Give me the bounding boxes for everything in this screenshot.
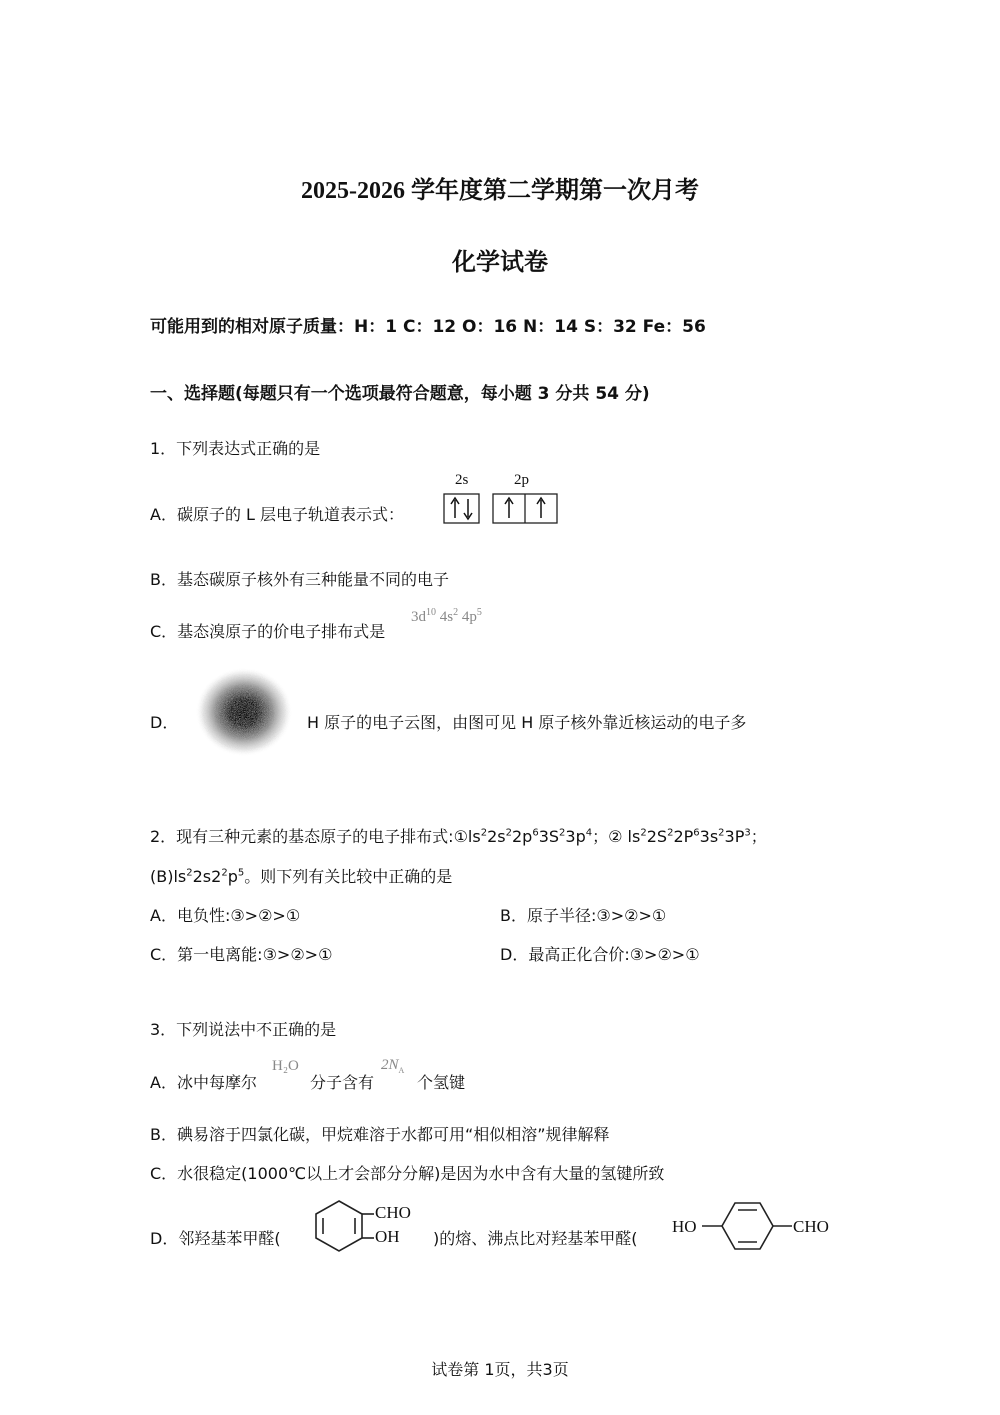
q3-option-a-part1: A．冰中每摩尔: [150, 1073, 257, 1092]
q1-stem: 1．下列表达式正确的是: [150, 439, 321, 458]
orbital-label-2p: 2p: [514, 472, 529, 488]
atomic-masses: 可能用到的相对原子质量：H：1 C：12 O：16 N：14 S：32 Fe：56: [150, 317, 706, 337]
q1-option-d-label: D．: [150, 713, 179, 732]
ho-group-label: HO: [672, 1217, 697, 1236]
q1-option-c: C．基态溴原子的价电子排布式是: [150, 622, 386, 641]
exam-title: 2025-2026 学年度第二学期第一次月考: [301, 178, 699, 204]
oh-group-label: OH: [375, 1227, 400, 1246]
avogadro-number: $2N_A$: [381, 1057, 405, 1075]
bromine-config: $3d^{10}$ $4s^2$ $4p^5$: [411, 607, 482, 625]
q3-option-d-part1: D．邻羟基苯甲醛(: [150, 1229, 281, 1248]
orbital-label-2s: 2s: [455, 472, 469, 488]
q3-option-a-part3: 个氢键: [417, 1073, 466, 1092]
orbital-diagram: [443, 493, 559, 525]
q3-stem: 3．下列说法中不正确的是: [150, 1020, 337, 1039]
q1-option-b: B．基态碳原子核外有三种能量不同的电子: [150, 570, 449, 589]
q3-option-c: C．水很稳定(1000℃以上才会部分分解)是因为水中含有大量的氢键所致: [150, 1164, 665, 1183]
q3-option-d-part2: )的熔、沸点比对羟基苯甲醛(: [433, 1229, 638, 1248]
page-footer: 试卷第 1页，共3页: [431, 1360, 569, 1379]
q2-option-a: A．电负性:③>②>①: [150, 906, 301, 925]
exam-subtitle: 化学试卷: [452, 248, 548, 276]
q3-option-a-part2: 分子含有: [310, 1073, 375, 1092]
q3-option-b: B．碘易溶于四氯化碳，甲烷难溶于水都可用“相似相溶”规律解释: [150, 1125, 610, 1144]
section-heading: 一、选择题(每题只有一个选项最符合题意，每小题 3 分共 54 分): [150, 384, 650, 404]
water-formula: H₂O: [272, 1058, 299, 1074]
q2-option-b: B．原子半径:③>②>①: [500, 906, 667, 925]
q1-option-d-text: H 原子的电子云图，由图可见 H 原子核外靠近核运动的电子多: [307, 713, 747, 732]
ortho-hydroxybenzaldehyde-structure: [304, 1198, 374, 1254]
q1-option-a: A．碳原子的 L 层电子轨道表示式：: [150, 505, 405, 524]
q2-stem-line2: $(B)ls^22s2^2p^5$。则下列有关比较中正确的是: [150, 867, 453, 886]
electron-cloud-image: [194, 666, 294, 758]
q2-option-c: C．第一电离能:③>②>①: [150, 945, 333, 964]
q2-option-d: D．最高正化合价:③>②>①: [500, 945, 700, 964]
cho-group-label-para: CHO: [793, 1217, 829, 1236]
para-hydroxybenzaldehyde-structure: [702, 1198, 792, 1254]
cho-group-label: CHO: [375, 1203, 411, 1222]
q2-stem: 2．现有三种元素的基态原子的电子排布式$:①ls^22s^22p^63S^23p^4$；② $ls^22S^22P^63s^23P^3$；: [150, 827, 767, 846]
